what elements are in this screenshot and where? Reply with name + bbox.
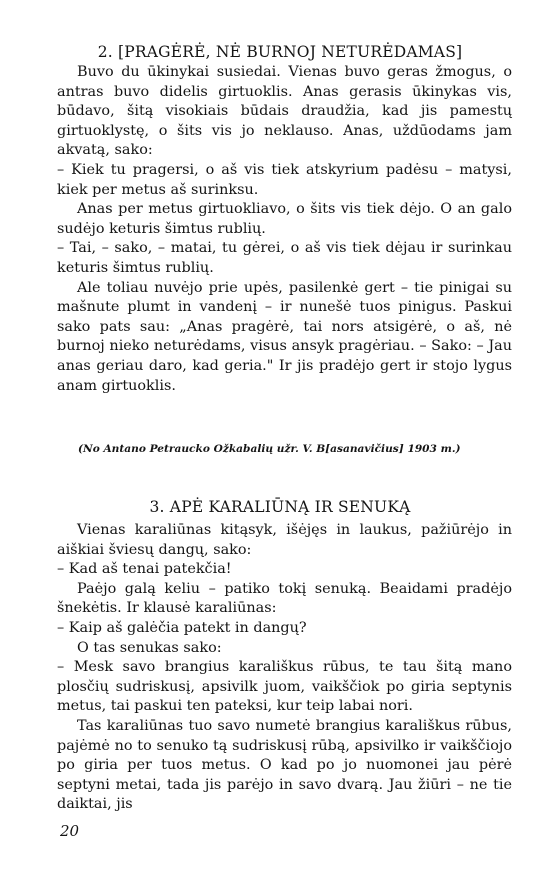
dialogue-paragraph: – Kiek tu pragersi, o aš vis tiek atskyrium padėsu – matysi, kiek per metus aš surinksu.: [57, 161, 512, 198]
story-body-2: [57, 63, 512, 396]
story-body-3: [57, 521, 512, 815]
page-number: 20: [60, 822, 80, 840]
paragraph: Paėjo galą keliu – patiko tokį senuką. Beaidami pradėjo šnekėtis. Ir klausė karaliūnas:: [57, 580, 512, 617]
dialogue-paragraph: – Mesk savo brangius karališkus rūbus, te tau šitą mano plosčių sudriskusį, apsivilk juom, vaikščiok po giria septynis metus, tai paskui ten pateksi, kur teip labai nori.: [57, 659, 512, 715]
dialogue-paragraph: – Kaip aš galėčia patekt in dangų?: [57, 619, 307, 636]
story-title-3: 3. APĖ KARALIŪNĄ IR SENUKĄ: [149, 498, 411, 516]
story-title-2: 2. [PRAGĖRĖ, NĖ BURNOJ NETURĖDAMAS]: [97, 43, 463, 61]
dialogue-paragraph: – Kad aš tenai patekčia!: [57, 561, 232, 578]
paragraph: Buvo du ūkinykai susiedai. Vienas buvo geras žmogus, o antras buvo didelis girtuoklis. Anas gerasis ūkinykas vis, būdavo, šitą visokiais būdais draudžia, kad jis pamestų girtuoklystę, o šits vis jo neklauso. Anas, uždūodams jam akvatą, sako:: [57, 64, 512, 159]
paragraph: Tas karaliūnas tuo savo numetė brangius karališkus rūbus, pajėmė no to senuko tą sudriskusį rūbą, apsivilko ir vaikščiojo po giria per tuos metus. O kad po jo nuomonei jau pėrė septyni metai, tada jis parėjo in savo dvarą. Jau žiūri – ne tie daiktai, jis: [57, 717, 512, 813]
paragraph: O tas senukas sako:: [77, 639, 222, 656]
paragraph: Anas per metus girtuokliavo, o šits vis tiek dėjo. O an galo sudėjo keturis šimtus rublių.: [57, 201, 512, 237]
source-note: (No Antano Petraucko Ožkabalių užr. V. B[asanavičius] 1903 m.): [78, 443, 461, 455]
paragraph: Vienas karaliūnas kitąsyk, išėjęs in laukus, pažiūrėjo in aiškiai šviesų dangų, sako:: [57, 522, 512, 558]
paragraph: Ale toliau nuvėjo prie upės, pasilenkė gert – tie pinigai su mašnute plumt in vandenį – ir nunešė tuos pinigus. Paskui sako pats sau: „Anas pragėrė, tai nors atsigėrė, o aš, nė burnoj nieko neturėdams, visus ansyk pragėriau. – Sako: – Jau anas geriau daro, kad geria." Ir jis pradėjo gert ir stojo lygus anam girtuoklis.: [57, 279, 512, 394]
dialogue-paragraph: – Tai, – sako, – matai, tu gėrei, o aš vis tiek dėjau ir surinkau keturis šimtus rublių.: [57, 240, 512, 276]
